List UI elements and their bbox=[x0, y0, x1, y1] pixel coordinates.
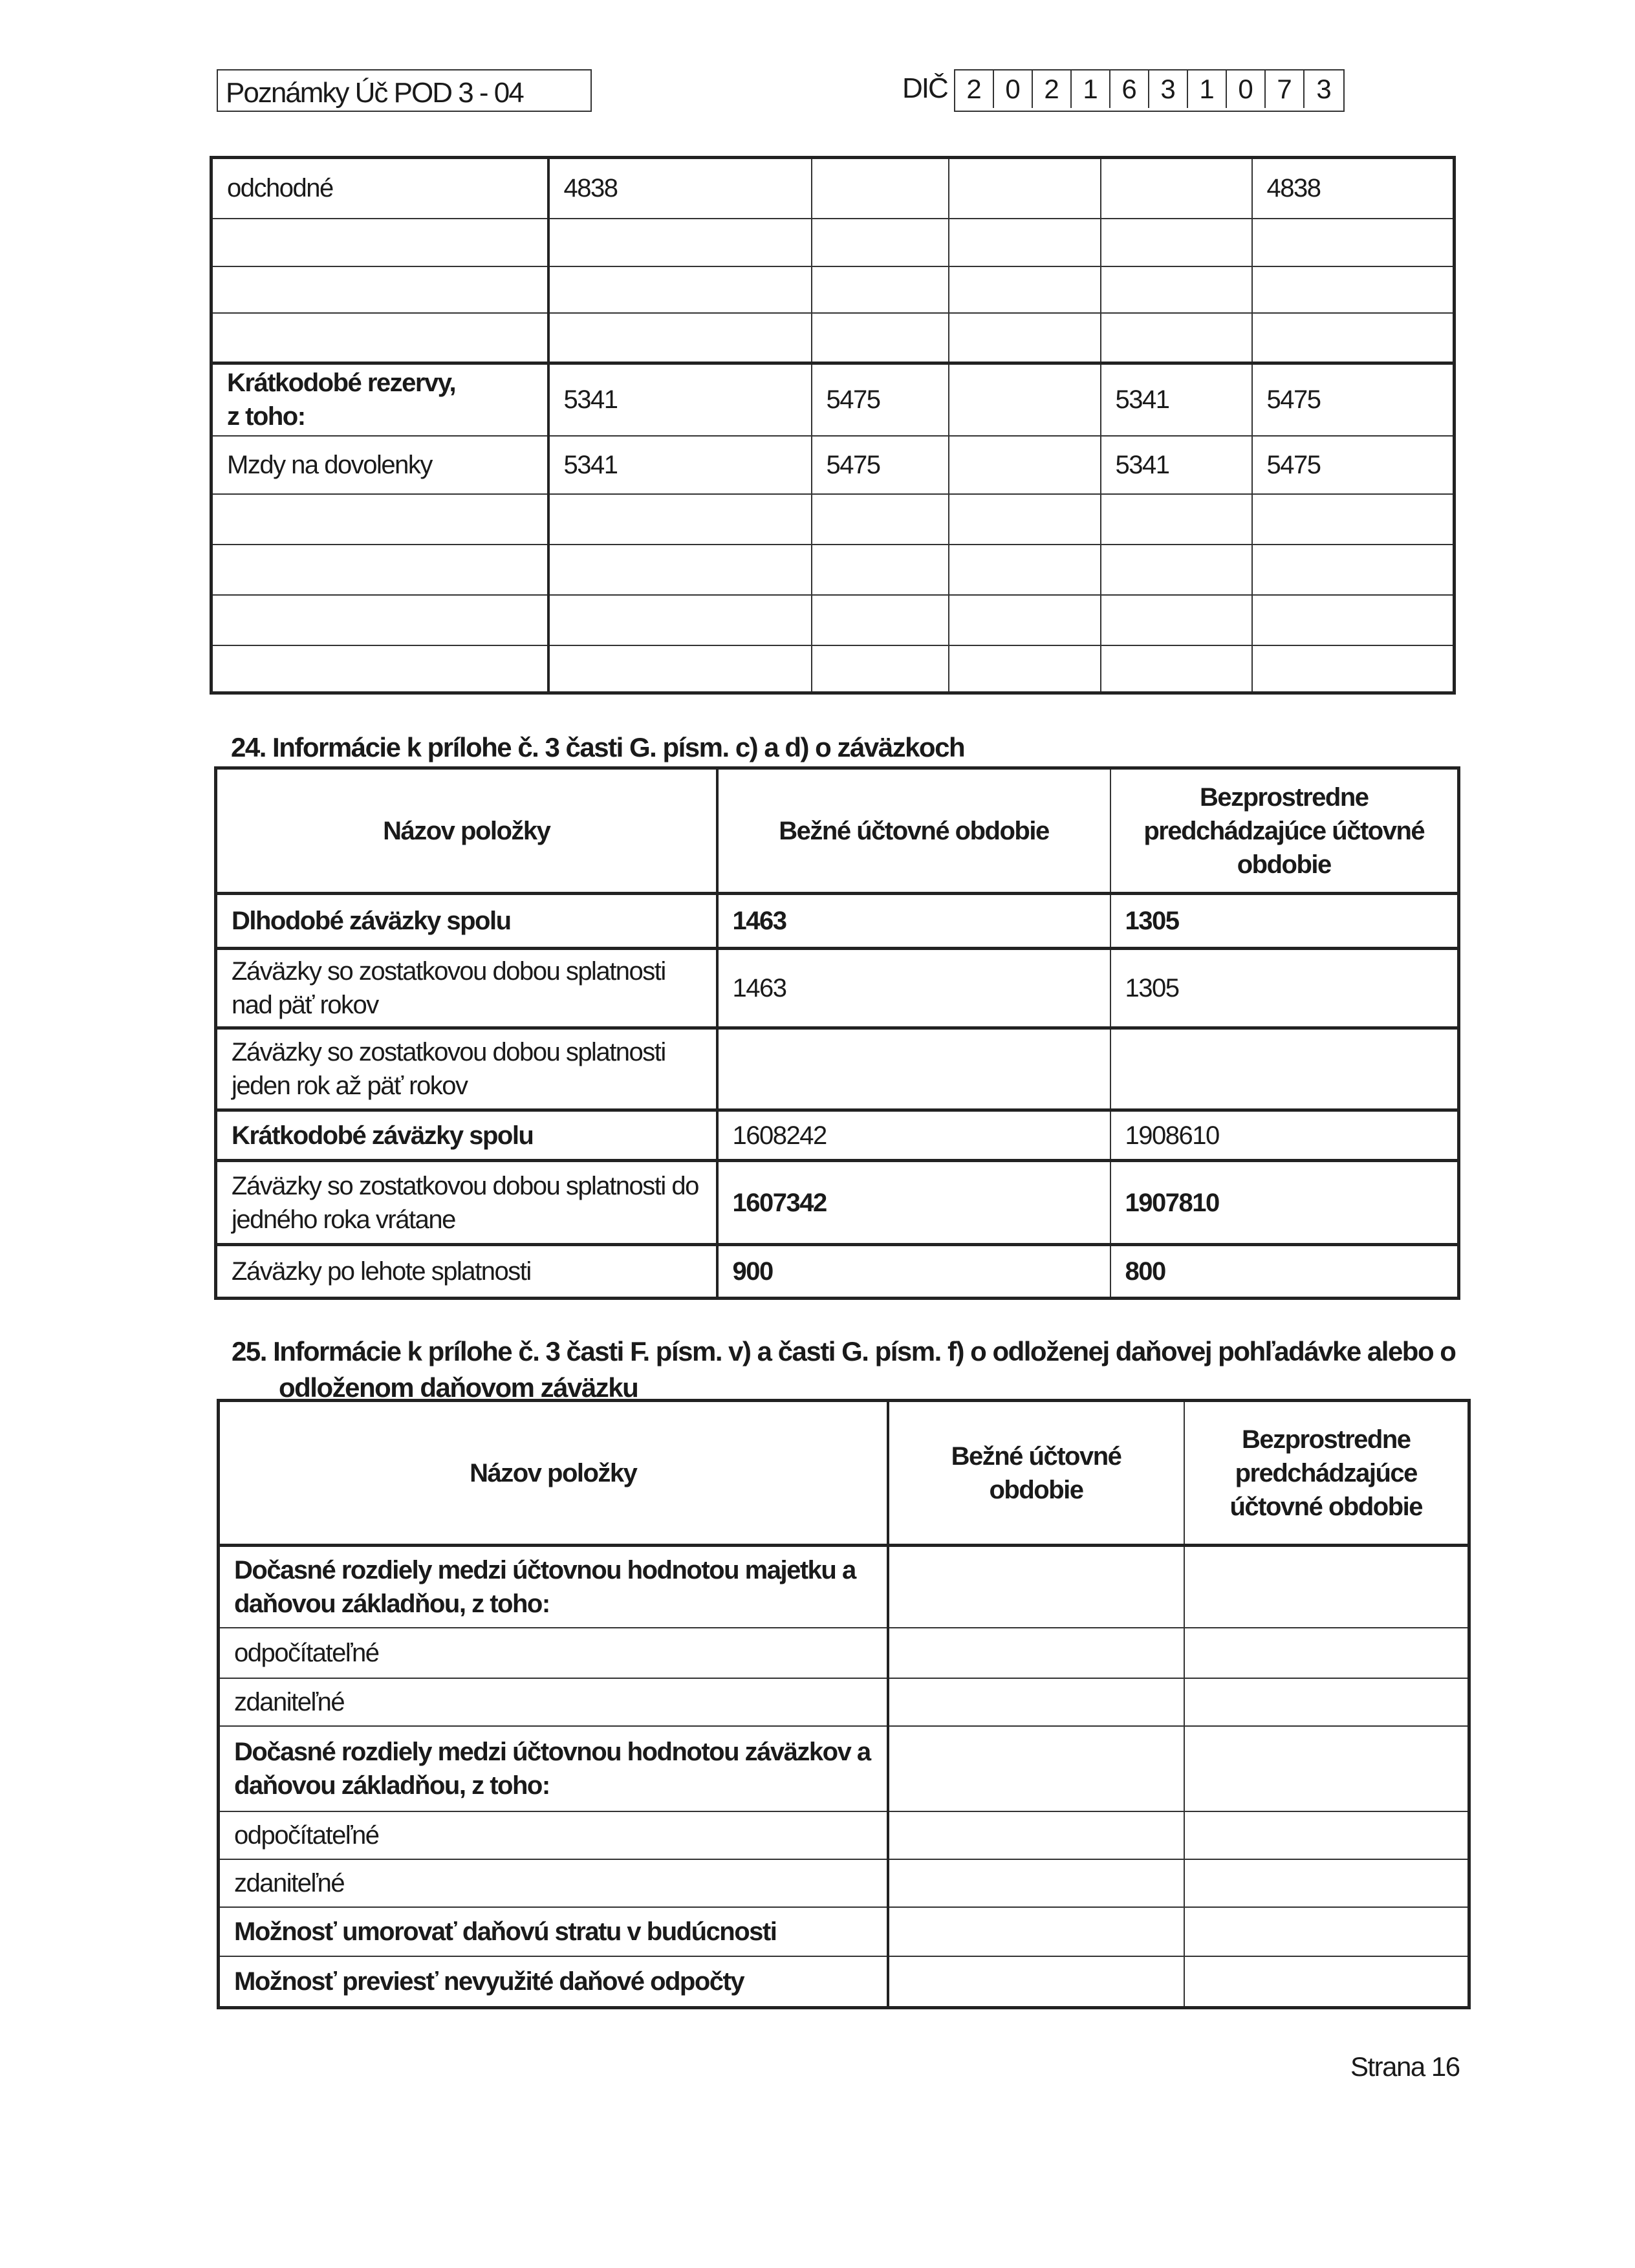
value-cell bbox=[1252, 494, 1455, 545]
reserves-table bbox=[210, 156, 1456, 695]
column-header: Bežné účtovné obdobie bbox=[888, 1401, 1184, 1546]
table-row bbox=[219, 1811, 1469, 1859]
value-cell bbox=[1101, 645, 1252, 693]
table-row bbox=[211, 595, 1455, 645]
table-row bbox=[211, 545, 1455, 595]
value-cell bbox=[548, 266, 812, 313]
header-row bbox=[216, 768, 1459, 894]
dic-digit: 2 bbox=[1033, 70, 1072, 108]
value-cell: 5341 bbox=[1101, 363, 1252, 436]
deferred-tax-table bbox=[217, 1399, 1471, 2009]
dic-digit: 0 bbox=[994, 70, 1033, 108]
value-cell bbox=[1184, 1859, 1469, 1907]
row-label: Možnosť umorovať daňovú stratu v budúcnosti bbox=[219, 1907, 888, 1956]
table-row bbox=[219, 1956, 1469, 2008]
value-cell: 1305 bbox=[1110, 894, 1459, 949]
row-label: zdaniteľné bbox=[219, 1678, 888, 1726]
value-cell: 800 bbox=[1110, 1245, 1459, 1299]
header-row bbox=[219, 1401, 1469, 1546]
value-cell: 1908610 bbox=[1110, 1110, 1459, 1161]
row-label: odpočítateľné bbox=[219, 1811, 888, 1859]
value-cell bbox=[888, 1811, 1184, 1859]
value-cell bbox=[949, 219, 1101, 266]
form-label: Poznámky Úč POD 3 - 04 bbox=[226, 77, 523, 109]
column-header: Názov položky bbox=[216, 768, 717, 894]
section-25-heading-line2: odloženom daňovom záväzku bbox=[279, 1372, 638, 1403]
value-cell bbox=[1101, 595, 1252, 645]
section-24-heading: 24. Informácie k prílohe č. 3 časti G. písm. c) a d) o záväzkoch bbox=[231, 732, 965, 762]
value-cell bbox=[1101, 158, 1252, 219]
row-label: Krátkodobé záväzky spolu bbox=[216, 1110, 717, 1161]
row-label bbox=[211, 313, 548, 363]
row-label: Krátkodobé rezervy, z toho: bbox=[211, 363, 548, 436]
dic-digit: 0 bbox=[1227, 70, 1266, 108]
value-cell bbox=[1252, 313, 1455, 363]
value-cell bbox=[548, 494, 812, 545]
row-label: Mzdy na dovolenky bbox=[211, 436, 548, 494]
value-cell bbox=[1101, 494, 1252, 545]
row-label: Dočasné rozdiely medzi účtovnou hodnotou majetku a daňovou základňou, z toho: bbox=[219, 1546, 888, 1628]
value-cell bbox=[888, 1546, 1184, 1628]
value-cell bbox=[949, 158, 1101, 219]
value-cell: 4838 bbox=[1252, 158, 1455, 219]
value-cell bbox=[888, 1956, 1184, 2008]
value-cell bbox=[949, 313, 1101, 363]
value-cell bbox=[717, 1028, 1110, 1110]
dic-digit: 6 bbox=[1110, 70, 1149, 108]
value-cell: 5341 bbox=[548, 363, 812, 436]
row-label bbox=[211, 494, 548, 545]
row-label: zdaniteľné bbox=[219, 1859, 888, 1907]
table-row bbox=[219, 1546, 1469, 1628]
table-row bbox=[211, 219, 1455, 266]
column-header: Bezprostredne predchádzajúce účtovné obdobie bbox=[1184, 1401, 1469, 1546]
value-cell bbox=[812, 266, 949, 313]
row-label: Záväzky so zostatkovou dobou splatnosti do jedného roka vrátane bbox=[216, 1161, 717, 1245]
table-row bbox=[219, 1628, 1469, 1678]
section-25-number: 25. bbox=[232, 1336, 266, 1366]
liabilities-table bbox=[214, 766, 1460, 1300]
value-cell: 5475 bbox=[812, 436, 949, 494]
dic-label: DIČ bbox=[902, 72, 947, 104]
value-cell bbox=[1252, 595, 1455, 645]
table-row bbox=[219, 1907, 1469, 1956]
value-cell bbox=[1184, 1678, 1469, 1726]
value-cell: 5341 bbox=[1101, 436, 1252, 494]
value-cell: 1305 bbox=[1110, 949, 1459, 1028]
value-cell bbox=[949, 494, 1101, 545]
value-cell bbox=[812, 645, 949, 693]
column-header: Bezprostredne predchádzajúce účtovné obdobie bbox=[1110, 768, 1459, 894]
value-cell bbox=[949, 363, 1101, 436]
value-cell bbox=[949, 266, 1101, 313]
value-cell bbox=[812, 494, 949, 545]
column-header: Bežné účtovné obdobie bbox=[717, 768, 1110, 894]
dic-digit: 1 bbox=[1072, 70, 1110, 108]
table-row bbox=[211, 158, 1455, 219]
value-cell bbox=[888, 1726, 1184, 1811]
table-row bbox=[216, 949, 1459, 1028]
dic-digit: 3 bbox=[1149, 70, 1188, 108]
dic-digit: 2 bbox=[955, 70, 994, 108]
value-cell: 1463 bbox=[717, 894, 1110, 949]
value-cell: 1907810 bbox=[1110, 1161, 1459, 1245]
value-cell: 1608242 bbox=[717, 1110, 1110, 1161]
value-cell bbox=[1252, 545, 1455, 595]
value-cell: 5341 bbox=[548, 436, 812, 494]
value-cell: 1607342 bbox=[717, 1161, 1110, 1245]
value-cell: 900 bbox=[717, 1245, 1110, 1299]
row-label: Možnosť previesť nevyužité daňové odpočty bbox=[219, 1956, 888, 2008]
value-cell bbox=[548, 545, 812, 595]
value-cell: 5475 bbox=[1252, 436, 1455, 494]
value-cell bbox=[812, 595, 949, 645]
form-label-box bbox=[217, 69, 592, 112]
row-label: Záväzky so zostatkovou dobou splatnosti nad päť rokov bbox=[216, 949, 717, 1028]
value-cell bbox=[1184, 1726, 1469, 1811]
table-row bbox=[219, 1859, 1469, 1907]
section-25-heading bbox=[232, 1336, 1455, 1367]
value-cell bbox=[1101, 219, 1252, 266]
row-label: Záväzky so zostatkovou dobou splatnosti jeden rok až päť rokov bbox=[216, 1028, 717, 1110]
dic-digit: 3 bbox=[1316, 74, 1332, 104]
dic-digit-boxes bbox=[954, 69, 1345, 112]
table-row bbox=[211, 436, 1455, 494]
table-row bbox=[211, 313, 1455, 363]
table-row bbox=[216, 1245, 1459, 1299]
table-row bbox=[219, 1726, 1469, 1811]
value-cell bbox=[949, 545, 1101, 595]
table-row bbox=[216, 1028, 1459, 1110]
table-row bbox=[216, 1161, 1459, 1245]
row-label: Dlhodobé záväzky spolu bbox=[216, 894, 717, 949]
section-25-heading-line1: Informácie k prílohe č. 3 časti F. písm. v) a časti G. písm. f) o odloženej daňovej pohľadávke alebo o bbox=[273, 1336, 1456, 1366]
value-cell bbox=[888, 1859, 1184, 1907]
value-cell bbox=[812, 313, 949, 363]
value-cell bbox=[812, 219, 949, 266]
value-cell bbox=[1101, 266, 1252, 313]
value-cell bbox=[548, 645, 812, 693]
value-cell bbox=[1184, 1907, 1469, 1956]
value-cell bbox=[1184, 1956, 1469, 2008]
dic-digit: 7 bbox=[1266, 70, 1305, 108]
value-cell bbox=[888, 1628, 1184, 1678]
value-cell: 5475 bbox=[1252, 363, 1455, 436]
dic-digit: 1 bbox=[1188, 70, 1227, 108]
page-number: Strana 16 bbox=[1350, 2051, 1460, 2082]
value-cell: 4838 bbox=[548, 158, 812, 219]
row-label bbox=[211, 266, 548, 313]
value-cell bbox=[548, 595, 812, 645]
value-cell bbox=[1184, 1811, 1469, 1859]
value-cell bbox=[949, 436, 1101, 494]
value-cell bbox=[812, 545, 949, 595]
value-cell bbox=[548, 219, 812, 266]
row-label bbox=[211, 645, 548, 693]
value-cell: 1463 bbox=[717, 949, 1110, 1028]
row-label: Záväzky po lehote splatnosti bbox=[216, 1245, 717, 1299]
column-header: Názov položky bbox=[219, 1401, 888, 1546]
table-row bbox=[211, 645, 1455, 693]
row-label: odpočítateľné bbox=[219, 1628, 888, 1678]
table-row bbox=[216, 1110, 1459, 1161]
table-row bbox=[211, 494, 1455, 545]
table-row bbox=[219, 1678, 1469, 1726]
row-label bbox=[211, 219, 548, 266]
row-label: odchodné bbox=[211, 158, 548, 219]
row-label: Dočasné rozdiely medzi účtovnou hodnotou záväzkov a daňovou základňou, z toho: bbox=[219, 1726, 888, 1811]
table-row bbox=[216, 894, 1459, 949]
value-cell bbox=[888, 1907, 1184, 1956]
value-cell bbox=[1184, 1546, 1469, 1628]
value-cell bbox=[812, 158, 949, 219]
value-cell bbox=[1252, 645, 1455, 693]
value-cell bbox=[949, 645, 1101, 693]
table-row bbox=[211, 266, 1455, 313]
value-cell bbox=[1101, 313, 1252, 363]
value-cell bbox=[1101, 545, 1252, 595]
value-cell bbox=[1110, 1028, 1459, 1110]
value-cell bbox=[1252, 219, 1455, 266]
value-cell: 5475 bbox=[812, 363, 949, 436]
table-row bbox=[211, 363, 1455, 436]
value-cell bbox=[1252, 266, 1455, 313]
row-label bbox=[211, 545, 548, 595]
value-cell bbox=[548, 313, 812, 363]
value-cell bbox=[888, 1678, 1184, 1726]
value-cell bbox=[1184, 1628, 1469, 1678]
value-cell bbox=[949, 595, 1101, 645]
row-label bbox=[211, 595, 548, 645]
